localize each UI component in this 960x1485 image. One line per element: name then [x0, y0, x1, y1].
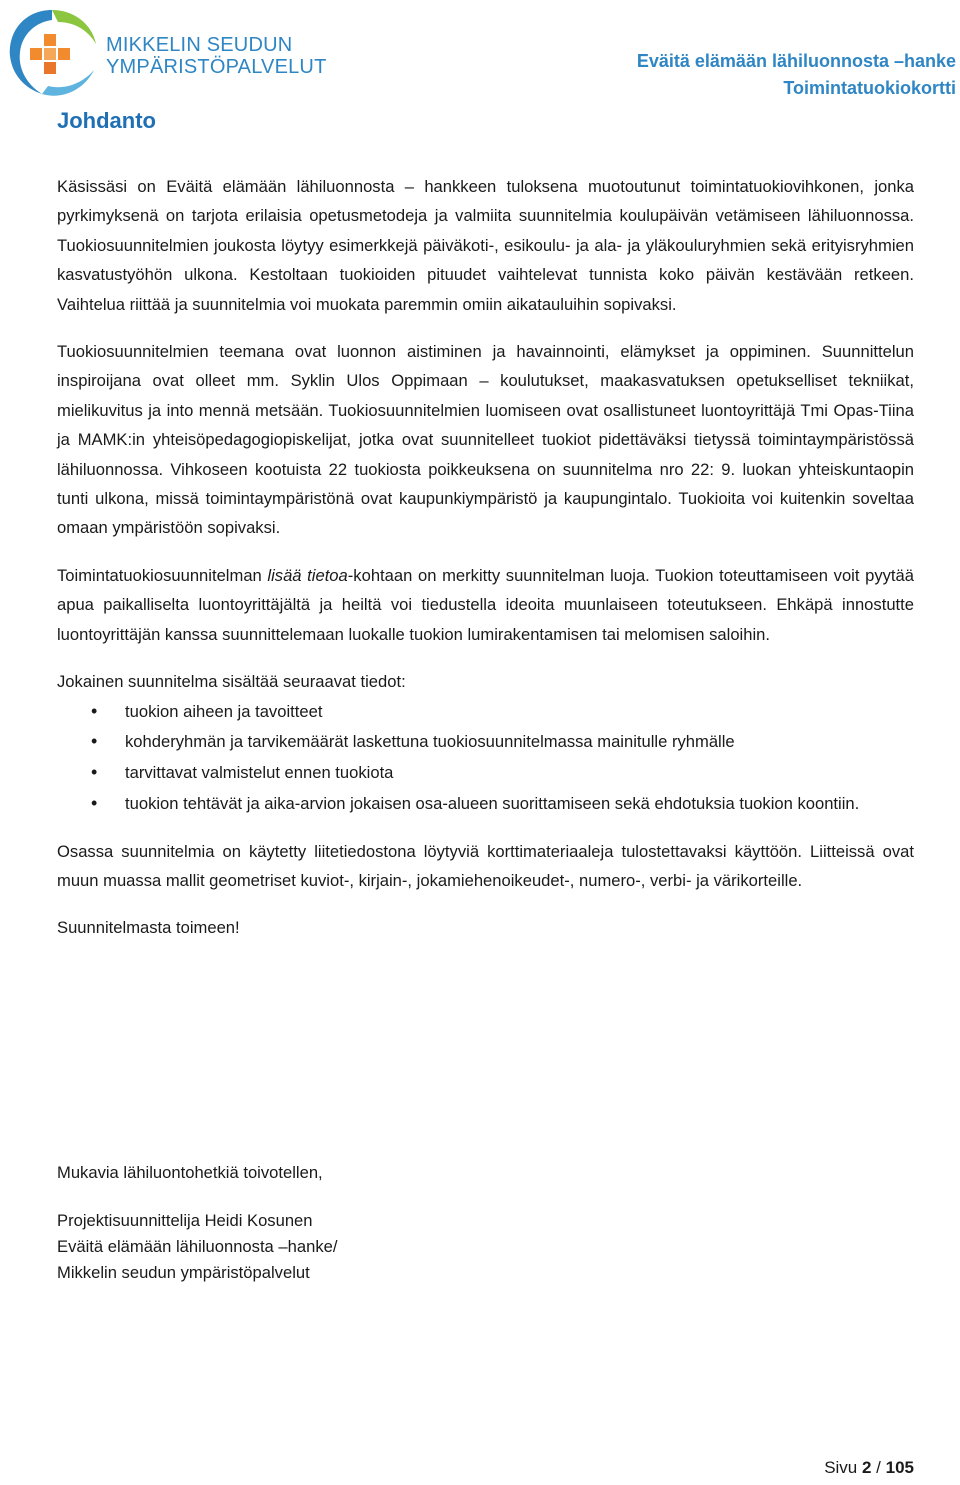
paragraph-3-start: Toimintatuokiosuunnitelman	[57, 565, 268, 585]
paragraph-3-italic: lisää tietoa	[267, 565, 348, 585]
paragraph-5: Osassa suunnitelmia on käytetty liitetiedostona löytyviä korttimateriaaleja tulostettavaksi käyttöön. Liitteissä ovat muun muassa mallit geometriset kuviot-, kirjain-, jokamiehenoikeudet-, numero-, verbi- ja värikorteille.	[57, 841, 914, 891]
signature-project: Eväitä elämään lähiluonnosta –hanke/	[57, 1237, 338, 1256]
bullet-icon: •	[91, 762, 98, 783]
page-number: Sivu 2 / 105	[824, 1458, 914, 1477]
header-project-name: Eväitä elämään lähiluonnosta –hanke	[636, 51, 956, 71]
signature-name: Projektisuunnittelija Heidi Kosunen	[57, 1211, 313, 1230]
document-header	[637, 48, 956, 102]
contents-list	[57, 697, 914, 819]
list-item: • kohderyhmän ja tarvikemäärät laskettuna tuokiosuunnitelmassa mainitulle ryhmälle	[57, 727, 914, 756]
signature-organization: Mikkelin seudun ympäristöpalvelut	[57, 1263, 310, 1282]
paragraph-3	[57, 561, 914, 649]
list-item: • tarvittavat valmistelut ennen tuokiota	[57, 758, 914, 787]
logo-line-2: YMPÄRISTÖPALVELUT	[106, 56, 327, 78]
bullet-icon: •	[91, 731, 98, 752]
list-item: • tuokion aiheen ja tavoitteet	[57, 697, 914, 726]
header-card-type: Toimintatuokiokortti	[783, 78, 956, 98]
paragraph-2: Tuokiosuunnitelmien teemana ovat luonnon aistiminen ja havainnointi, elämykset ja oppiminen. Suunnittelun inspiroijana ovat olleet mm. Syklin Ulos Oppimaan – koulutukset, maakasvatuksen opetukselliset tekniikat, mielikuvitus ja into mennä metsään. Tuokiosuunnitelmien luomiseen ovat osallistuneet luontoyrittäjä Tmi Opas-Tiina ja MAMK:in yhteisöpedagogiopiskelijat, jotka ovat suunnitelleet tuokiot pidettäväksi tietyssä toimintaympäristössä lähiluonnossa. Vihkoseen kootuista 22 tuokiosta poikkeuksena on suunnitelma nro 22: 9. luokan yhteiskuntaopin tunti ulkona, missä toimintaympäristönä ovat kaupunkiympäristö ja kaupungintalo. Tuokioita voi kuitenkin soveltaa omaan ympäristöön sopivaksi.	[57, 342, 914, 538]
current-page: 2	[861, 1458, 872, 1477]
signature-closing: Mukavia lähiluontohetkiä toivotellen,	[57, 1163, 323, 1182]
signature-block	[57, 1160, 337, 1286]
list-item: • tuokion tehtävät ja aika-arvion jokaisen osa-alueen suorittamiseen sekä ehdotuksia tuokion koontiin.	[57, 789, 914, 818]
total-pages: 105	[885, 1458, 914, 1477]
organization-logo	[2, 4, 327, 100]
page-title: Johdanto	[57, 108, 156, 133]
bullet-icon: •	[91, 793, 98, 814]
logo-line-1: MIKKELIN SEUDUN	[106, 34, 293, 56]
paragraph-1: Käsissäsi on Eväitä elämään lähiluonnosta – hankkeen tuloksena muotoutunut toimintatuokiovihkonen, jonka pyrkimyksenä on tarjota erilaisia opetusmetodeja ja valmiita suunnitelmia koulupäivän vetämiseen lähiluonnossa. Tuokiosuunnitelmien joukosta löytyy esimerkkejä päiväkoti-, esikoulu- ja ala- ja yläkouluryhmien sekä erityisryhmien kasvatustyöhön ulkona. Kestoltaan tuokioiden pituudet vaihtelevat tunnista koko päivän kestävään retkeen. Vaihtelua riittää ja suunnitelmia voi muokata paremmin omiin aikatauluihin sopivaksi.	[57, 177, 914, 314]
logo-emblem-icon	[2, 4, 102, 100]
logo-wordmark	[106, 34, 327, 78]
bullet-icon: •	[91, 700, 98, 721]
main-content	[57, 172, 914, 961]
paragraph-6: Suunnitelmasta toimeen!	[57, 918, 240, 938]
paragraph-4: Jokainen suunnitelma sisältää seuraavat tiedot:	[57, 672, 406, 692]
paragraph-3-end: -kohtaan on merkitty suunnitelman luoja. Tuokion toteuttamiseen voit pyytää apua paikalliselta luontoyrittäjältä ja heiltä voi tiedustella ideoita muunlaiseen toteutukseen. Ehkäpä innostutte luontoyrittäjän kanssa suunnittelemaan luokalle tuokion lumirakentamisen tai melomisen saloihin.	[57, 565, 914, 644]
